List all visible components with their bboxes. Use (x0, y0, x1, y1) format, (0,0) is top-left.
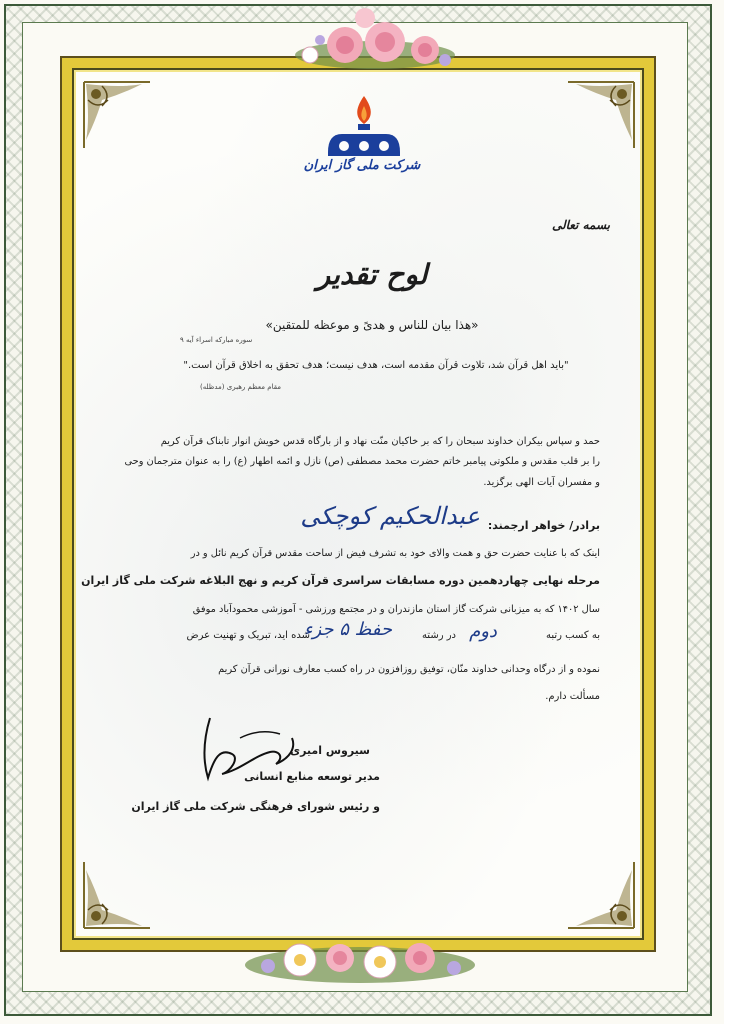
field-value: حفظ ۵ جزء (304, 619, 392, 640)
intro-line: حمد و سپاس بیکران خداوند سبحان را که بر خاکیان منّت نهاد و از بارگاه قدس خویش انوار تابناک قرآن کریم (160, 436, 600, 447)
body-closing: مسألت دارم. (545, 691, 600, 702)
signatory-name: سیروس امیری (290, 744, 370, 757)
body-line-competition: مرحله نهایی چهاردهمین دوره مسابقات سراسری قرآن کریم و نهج البلاغه شرکت ملی گاز ایران (81, 574, 600, 587)
intro-line: را بر قلب مقدس و ملکوتی پیامبر خاتم حضرت محمد مصطفی (ص) نازل و ائمه اطهار (ع) را به عنوان مترجمان وحی (124, 456, 600, 467)
body-line: سال ۱۴۰۲ که به میزبانی شرکت گاز استان مازندران و در مجتمع ورزشی - آموزشی محمودآباد موفق (192, 604, 600, 615)
flower-bouquet-icon (240, 920, 480, 1000)
corner-ornament-icon (82, 80, 152, 150)
flower-bouquet-icon (290, 0, 460, 80)
corner-ornament-icon (566, 80, 636, 150)
address-label: برادر/ خواهر ارجمند: (487, 519, 600, 532)
corner-ornament-icon (566, 860, 636, 930)
congrats-text: شده اید، تبریک و تهنیت عرض (186, 630, 310, 641)
field-prefix: در رشته (421, 630, 456, 641)
company-name: شرکت ملی گاز ایران (303, 158, 421, 173)
signatory-role: و رئیس شورای فرهنگی شرکت ملی گاز ایران (131, 800, 380, 813)
basmala: بسمه تعالی (551, 218, 610, 232)
rank-value: دوم (469, 621, 497, 642)
intro-line: و مفسران آیات الهی برگزید. (483, 477, 600, 488)
signatory-role: مدیر توسعه منابع انسانی (244, 770, 380, 783)
certificate-title: لوح تقدیر (316, 258, 428, 291)
rank-prefix: به کسب رتبه (546, 630, 600, 641)
body-line: نموده و از درگاه وحدانی خداوند منّان، توفیق روزافزون در راه کسب معارف نورانی قرآن کریم (218, 664, 600, 675)
body-line: اینک که با عنایت حضرت حق و همت والای خود به تشرف فیض از ساحت مقدس قرآن کریم نائل و در (190, 548, 600, 559)
quote-reference: مقام معظم رهبری (مدظله) (200, 383, 282, 391)
quran-verse: «هذا بیان للناس و هدیً و موعظه للمتقین» (265, 318, 479, 332)
corner-ornament-icon (82, 860, 152, 930)
leader-quote: "باید اهل قرآن شد، تلاوت قرآن مقدمه است، هدف نیست؛ هدف تحقق به اخلاق قرآن است." (183, 360, 569, 371)
recipient-name: عبدالحکیم کوچکی (300, 502, 480, 530)
verse-reference: سوره مبارکه اسراء آیه ۹ (180, 336, 253, 344)
